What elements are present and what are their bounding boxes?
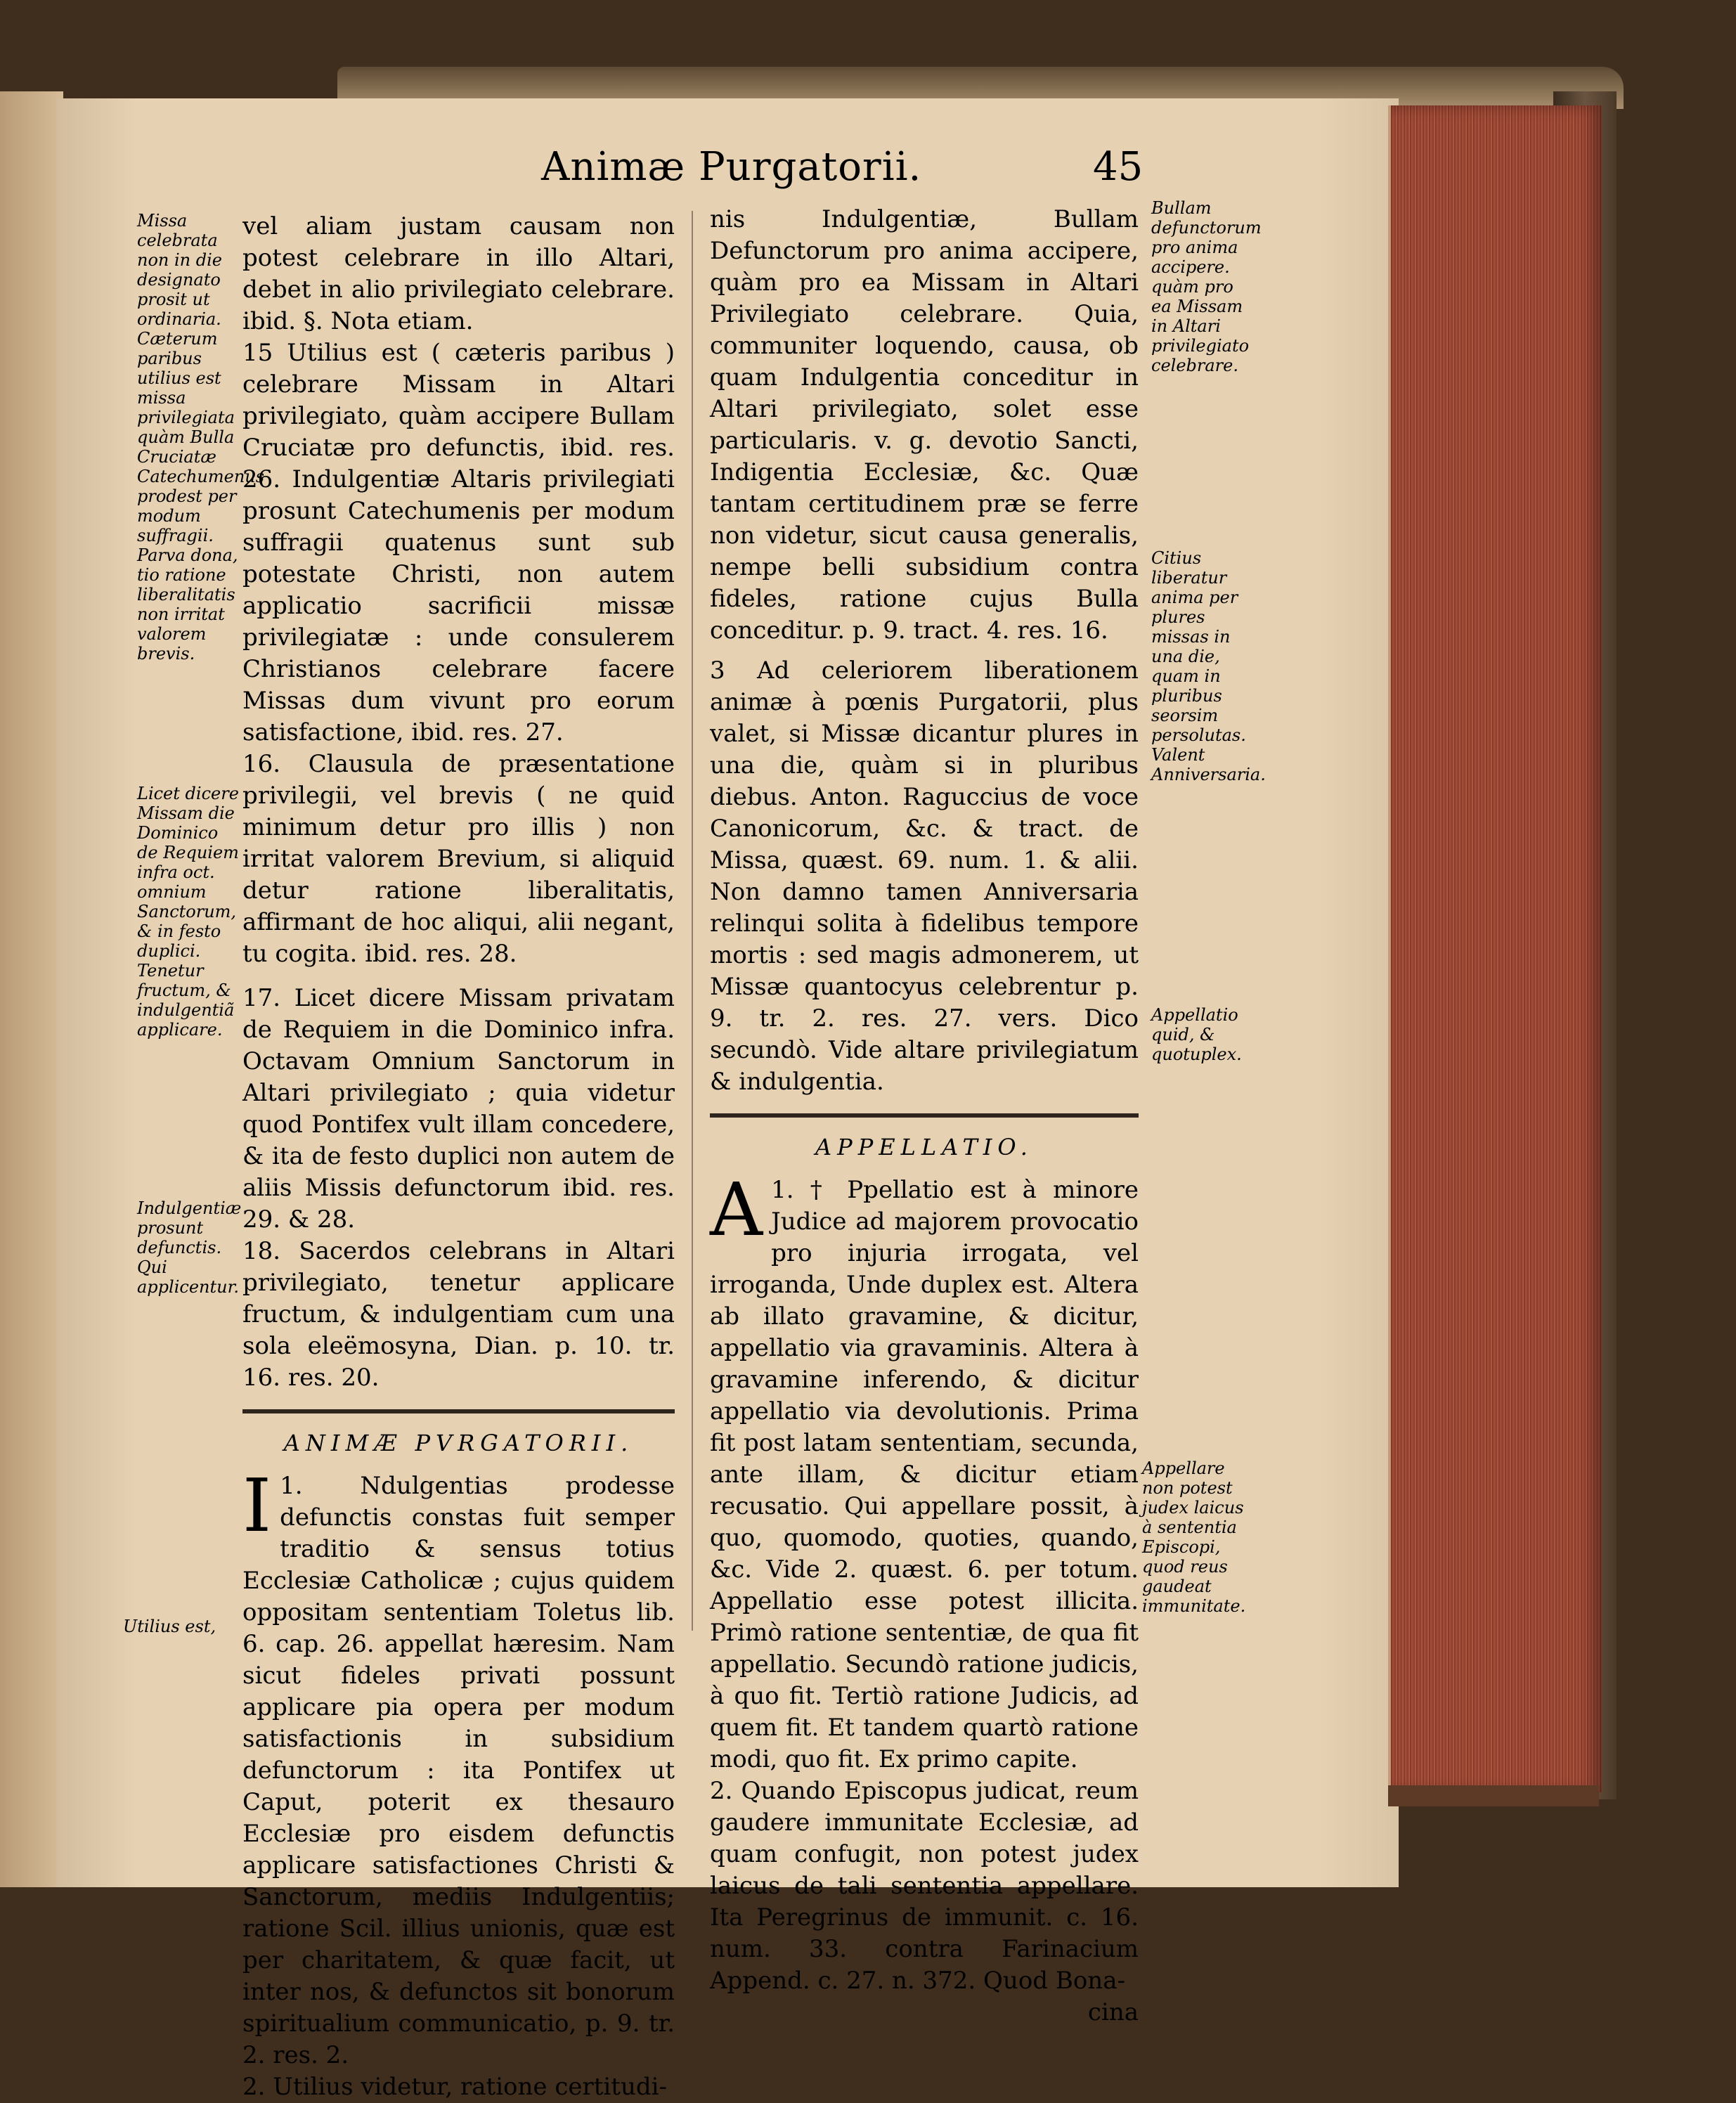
drop-cap: A bbox=[710, 1167, 763, 1253]
left-paragraph: 18. Sacerdos celebrans in Altari privilegiato, tenetur applicare fructum, & indulgentiam cum una sola eleëmosyna, Dian. p. 10. tr. 16. res. 20. bbox=[242, 1237, 675, 1392]
right-paragraph: 2. Quando Episcopus judicat, reum gaudere immunitate Ecclesiæ, ad quam confugit, non potest judex laicus de tali sententia appellare. Ita Peregrinus de immunit. c. 16. num. 33. contra Farinacium Append. c. 27. n. 372. Quod Bona- bbox=[710, 1777, 1139, 1995]
right-paragraph bbox=[710, 1167, 1139, 1775]
section-rule bbox=[710, 1113, 1139, 1118]
margin-note: Bullam defunctorum pro anima accipere. quàm pro ea Missam in Altari privilegiato celebrare. bbox=[1151, 198, 1262, 375]
page-fore-edge-bottom bbox=[1388, 1785, 1599, 1806]
margin-note: Missa celebrata non in die designato prosit ut ordinaria. Cæterum paribus utilius est missa privilegiata quàm Bulla Cruciatæ Catechumenus prodest per modum suffragii. Parva dona, tio ratione liberalitatis non irritat valorem brevis. bbox=[137, 211, 265, 664]
section-rule bbox=[242, 1409, 675, 1413]
margin-note: Citius liberatur anima per plures missas in una die, quam in pluribus seorsim persolutas. Valent Anniversaria. bbox=[1151, 548, 1266, 784]
paragraph-number: 1. † bbox=[771, 1176, 831, 1204]
facing-page-edge bbox=[0, 91, 63, 1887]
section-heading: ANIMÆ PVRGATORII. bbox=[283, 1430, 634, 1456]
left-paragraph: 2. Utilius videtur, ratione certitudi- bbox=[242, 2073, 667, 2101]
drop-cap: I bbox=[242, 1463, 272, 1548]
left-paragraph: 15 Utilius est ( cæteris paribus ) celebrare Missam in Altari privilegiato, quàm accipere Bullam Cruciatæ pro defunctis, ibid. res. 26. Indulgentiæ Altaris privilegiati prosunt Catechumenis per modum suffragii quatenus sunt sub potestate Christi, non autem applicatio sacrificii missæ privilegiatæ : unde consulerem Christianos celebrare facere Missas dum vivunt pro eorum satisfactione, ibid. res. 27. bbox=[242, 339, 675, 746]
left-paragraph bbox=[242, 1463, 675, 2071]
margin-note: Appellatio quid, & quotuplex. bbox=[1151, 1005, 1242, 1064]
page-fore-edge bbox=[1388, 105, 1602, 1792]
margin-note: Licet dicere Missam die Dominico de Requiem infra oct. omnium Sanctorum, & in festo duplici. Tenetur fructum, & indulgentiã applicare. bbox=[137, 784, 239, 1040]
paragraph-text: Ndulgentias prodesse defunctis constas fuit semper traditio & sensus totius Ecclesiæ Catholicæ ; cujus quidem oppositam sententiam Toletus lib. 6. cap. 26. appellat hæresim. Nam sicut fideles privati possunt applicare pia opera per modum satisfactionis in subsidium defunctorum : ita Pontifex ut Caput, poterit ex thesauro Ecclesiæ pro eisdem defunctis applicare satisfactiones Christi & Sanctorum, mediis Indulgentiis; ratione Scil. illius unionis, quæ est per charitatem, & quæ facit, ut inter nos, & defunctos sit bonorum spiritualium communicatio, p. 9. tr. 2. res. 2. bbox=[242, 1472, 675, 2069]
page-number: 45 bbox=[1093, 144, 1144, 190]
column-divider bbox=[692, 211, 693, 1631]
left-paragraph: vel aliam justam causam non potest celebrare in illo Altari, debet in alio privilegiato celebrare. ibid. §. Nota etiam. bbox=[242, 212, 675, 335]
right-column bbox=[710, 204, 1139, 2028]
left-paragraph: 16. Clausula de præsentatione privilegii, vel brevis ( ne quid minimum detur pro illis ) non irritat valorem Brevium, si aliquid detur ratione liberalitatis, affirmant de hoc aliqui, alii negant, tu cogita. ibid. res. 28. bbox=[242, 750, 675, 968]
margin-note: Indulgentiæ prosunt defunctis. Qui applicentur. bbox=[137, 1198, 242, 1297]
margin-note: Utilius est, bbox=[123, 1617, 216, 1636]
left-column bbox=[242, 211, 675, 2103]
paragraph-number: 1. bbox=[280, 1472, 303, 1500]
running-head: Animæ Purgatorii. bbox=[541, 144, 922, 190]
margin-note: Appellare non potest judex laicus à sententia Episcopi, quod reus gaudeat immunitate. bbox=[1142, 1458, 1246, 1616]
right-paragraph: nis Indulgentiæ, Bullam Defunctorum pro anima accipere, quàm pro ea Missam in Altari Privilegiato celebrare. Quia, communiter loquendo, causa, ob quam Indulgentia conceditur in Altari privilegiato, solet esse particularis. v. g. devotio Sancti, Indigentia Ecclesiæ, &c. Quæ tantam certitudinem præ se ferre non videtur, sicut causa generalis, nempe belli subsidium contra fideles, ratione cujus Bulla conceditur. p. 9. tract. 4. res. 16. bbox=[710, 205, 1139, 645]
paragraph-text: Ppellatio est à minore Judice ad majorem provocatio pro injuria irrogata, vel irroganda, Unde duplex est. Altera ab illato gravamine, & dicitur, appellatio via gravaminis. Altera à gravamine inferendo, & dicitur appellatio via devolutionis. Prima fit post latam sententiam, secunda, ante illam, & dicitur etiam recusatio. Qui appellare possit, à quo, quomodo, quoties, quando, &c. Vide 2. quæst. 6. per totum. Appellatio esse potest illicita. Primò ratione sententiæ, de qua fit appellatio. Secundò ratione judicis, à quo fit. Tertiò ratione Judicis, ad quem fit. Et tandem quartò ratione modi, quo fit. Ex primo capite. bbox=[710, 1176, 1139, 1773]
left-paragraph: 17. Licet dicere Missam privatam de Requiem in die Dominico infra. Octavam Omnium Sanctorum in Altari privilegiato ; quia videtur quod Pontifex vult illam concedere, & ita de festo duplici non autem de aliis Missis defunctorum ibid. res. 29. & 28. bbox=[242, 984, 675, 1234]
catchword: cina bbox=[1087, 1998, 1139, 2026]
section-heading: APPELLATIO. bbox=[815, 1134, 1033, 1160]
right-paragraph: 3 Ad celeriorem liberationem animæ à pœnis Purgatorii, plus valet, si Missæ dicantur plures in una die, quàm si in pluribus diebus. Anton. Raguccius de voce Canonicorum, &c. & tract. de Missa, quæst. 69. num. 1. & alii. Non damno tamen Anniversaria relinqui solita à fidelibus tempore mortis : sed magis admonerem, ut Missæ quantocyus celebrentur p. 9. tr. 2. res. 27. vers. Dico secundò. Vide altare privilegiatum & indulgentia. bbox=[710, 656, 1139, 1096]
